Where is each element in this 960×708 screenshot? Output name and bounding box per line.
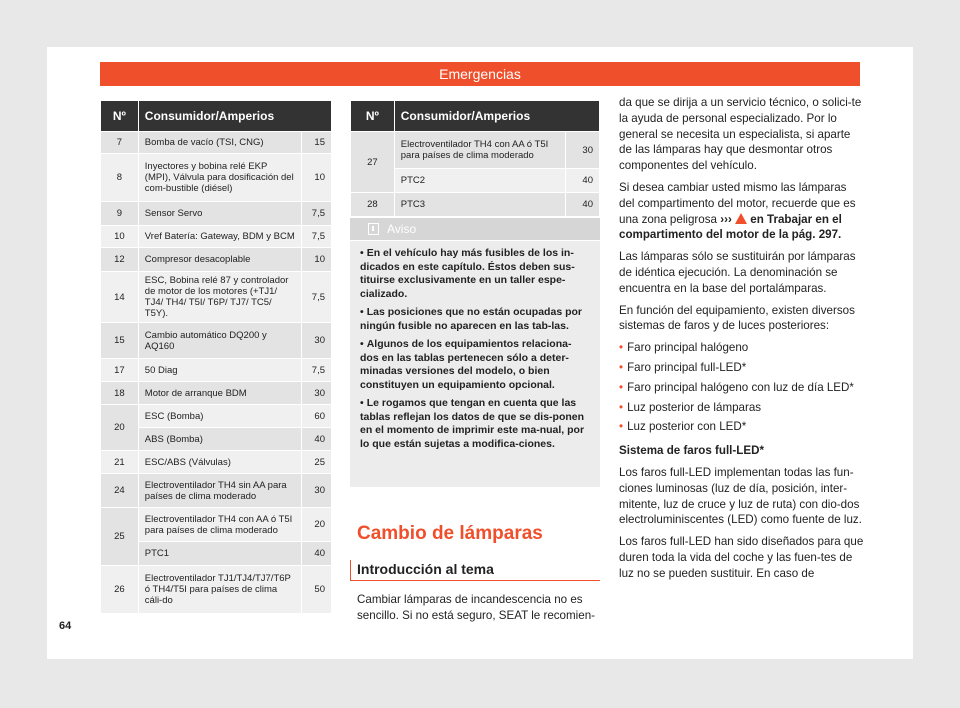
fuse-description: PTC1	[138, 542, 301, 566]
fuse-amperage: 7,5	[302, 226, 332, 248]
fuse-number: 27	[351, 132, 395, 193]
fuse-description: Electroventilador TH4 con AA ó T5I para países de clima moderado	[138, 508, 301, 542]
fuse-description: Cambio automático DQ200 y AQ160	[138, 323, 301, 359]
notice-box	[350, 218, 600, 487]
paragraph: Las lámparas sólo se sustituirán por lámparas de idéntica ejecución. La denominación se encuentra en la base del portalámparas.	[619, 250, 856, 295]
fuse-amperage: 7,5	[302, 202, 332, 226]
notice-item-text: Le rogamos que tengan en cuenta que las tablas reflejan los datos de que se dis-ponen en el momento de imprimir este ma-nual, por lo que están sujetas a modifica-ciones.	[360, 397, 585, 450]
fuse-number: 8	[101, 154, 139, 202]
notice-item	[360, 306, 590, 333]
intro-paragraph: Cambiar lámparas de incandescencia no es sencillo. Si no está seguro, SEAT le recomien-	[357, 593, 595, 622]
column-header-consumer: Consumidor/Amperios	[394, 101, 599, 132]
page-number: 64	[59, 620, 72, 632]
section-banner: Emergencias	[100, 62, 860, 86]
fuse-number: 26	[101, 566, 139, 614]
fuse-amperage: 15	[302, 132, 332, 154]
cross-reference-link[interactable]: en Trabajar en el compartimento del motor de la pág. 297	[619, 212, 842, 242]
list-item-text: Faro principal halógeno con luz de día LED*	[627, 380, 854, 394]
fuse-amperage: 40	[566, 193, 600, 217]
paragraph: da que se dirija a un servicio técnico, o solici-te la ayuda de personal especializado. Por lo general se necesita un especialista, si aparte de las lámparas hay que desmontar otros componentes del vehículo.	[619, 96, 862, 173]
fuse-amperage: 30	[302, 474, 332, 508]
paragraph-text: .	[838, 228, 842, 242]
list-item-text: Luz posterior de lámparas	[627, 400, 762, 414]
bullet-icon: •	[619, 380, 624, 394]
notice-header	[350, 218, 600, 241]
fuse-number: 24	[101, 474, 139, 508]
fuse-number: 14	[101, 272, 139, 323]
bullet-icon: •	[619, 341, 624, 355]
fuse-amperage: 30	[566, 132, 600, 169]
notice-item	[360, 397, 590, 451]
fuse-description: Compresor desacoplable	[138, 248, 301, 272]
fuse-amperage: 60	[302, 405, 332, 428]
fuse-amperage: 40	[566, 169, 600, 193]
bullet-icon: •	[360, 397, 364, 409]
fuse-description: ESC, Bobina relé 87 y controlador de motor de los motores (+TJ1/ TJ4/ TH4/ T5I/ T6P/ TJ7/ TC5/ T5Y).	[138, 272, 301, 323]
bullet-icon: •	[619, 420, 624, 434]
bullet-icon: •	[360, 306, 364, 318]
fuse-description: ABS (Bomba)	[138, 428, 301, 451]
fuse-description: Sensor Servo	[138, 202, 301, 226]
fuse-number: 21	[101, 451, 139, 474]
right-column-text	[619, 95, 864, 588]
cross-reference-arrow: ›››	[720, 212, 732, 226]
fuse-number: 17	[101, 359, 139, 382]
paragraph	[619, 180, 864, 243]
fuse-number: 9	[101, 202, 139, 226]
fuse-description: ESC (Bomba)	[138, 405, 301, 428]
paragraph-text: Si desea cambiar usted mismo las lámparas del compartimento del motor, recuerde que es una zona peligrosa	[619, 180, 856, 226]
fuse-amperage: 7,5	[302, 359, 332, 382]
info-icon	[368, 223, 379, 235]
notice-item-text: En el vehículo hay más fusibles de los in-dicados en este capítulo. Éstos deben sus-tituirse exclusivamente en un taller espe-cializado.	[360, 247, 575, 300]
subtitle-accent-line	[350, 560, 351, 581]
list-item-text: Faro principal halógeno	[627, 341, 749, 355]
paragraph: En función del equipamiento, existen diversos sistemas de faros y de luces posteriores:	[619, 303, 855, 333]
fuse-amperage: 30	[302, 323, 332, 359]
fuse-amperage: 40	[302, 542, 332, 566]
fuse-number: 20	[101, 405, 139, 451]
list-item	[619, 419, 864, 435]
fuse-number: 7	[101, 132, 139, 154]
fuse-amperage: 50	[302, 566, 332, 614]
bullet-icon: •	[619, 400, 624, 414]
list-item	[619, 360, 864, 376]
fuse-description: Vref Batería: Gateway, BDM y BCM	[138, 226, 301, 248]
list-item	[619, 340, 864, 356]
fuse-number: 18	[101, 382, 139, 405]
list-item-text: Luz posterior con LED*	[627, 420, 747, 434]
fuse-description: ESC/ABS (Válvulas)	[138, 451, 301, 474]
fuse-number: 28	[351, 193, 395, 217]
fuse-description: Bomba de vacío (TSI, CNG)	[138, 132, 301, 154]
subheading: Sistema de faros full-LED*	[619, 444, 764, 458]
list-item	[619, 400, 864, 416]
fuse-description: Motor de arranque BDM	[138, 382, 301, 405]
notice-item-text: Algunos de los equipamientos relaciona-dos en las tablas pertenecen sólo a deter-minadas versiones del modelo, o bien constituyen un equipamiento opcional.	[360, 338, 572, 391]
column-header-number: Nº	[101, 101, 139, 132]
column-header-number: Nº	[351, 101, 395, 132]
fuse-number: 12	[101, 248, 139, 272]
notice-item	[360, 338, 590, 392]
notice-title: Aviso	[387, 222, 417, 236]
fuse-description: Electroventilador TH4 sin AA para países de clima moderado	[138, 474, 301, 508]
paragraph: Los faros full-LED implementan todas las fun-ciones luminosas (luz de día, posición, inter-mitente, luz de cruce y luz de ruta) con dio-dos electroluminiscentes (LED) como fuente de luz.	[619, 465, 862, 527]
fuse-amperage: 10	[302, 248, 332, 272]
fuse-description: Electroventilador TJ1/TJ4/TJ7/T6P ó TH4/T5I para países de clima cáli-do	[138, 566, 301, 614]
fuse-table-left	[100, 100, 332, 614]
fuse-description: Electroventilador TH4 con AA ó T5I para países de clima moderado	[394, 132, 565, 169]
fuse-description: PTC3	[394, 193, 565, 217]
list-item	[619, 380, 864, 396]
fuse-number: 25	[101, 508, 139, 566]
fuse-amperage: 25	[302, 451, 332, 474]
fuse-amperage: 7,5	[302, 272, 332, 323]
notice-body	[350, 241, 600, 462]
list-item-text: Faro principal full-LED*	[627, 360, 747, 374]
fuse-amperage: 40	[302, 428, 332, 451]
section-subtitle: Introducción al tema	[357, 561, 494, 577]
fuse-number: 15	[101, 323, 139, 359]
paragraph: Los faros full-LED han sido diseñados para que duren toda la vida del coche y las fuen-tes de luz no se pueden sustituir. En caso de	[619, 535, 864, 580]
bullet-icon: •	[360, 247, 364, 259]
fuse-number: 10	[101, 226, 139, 248]
fuse-description: 50 Diag	[138, 359, 301, 382]
fuse-table-right	[350, 100, 600, 217]
section-title: Cambio de lámparas	[357, 523, 543, 544]
notice-item-text: Las posiciones que no están ocupadas por ningún fusible no aparecen en las tab-las.	[360, 306, 582, 332]
fuse-amperage: 10	[302, 154, 332, 202]
subtitle-underline	[350, 580, 600, 581]
bullet-icon: •	[619, 360, 624, 374]
fuse-amperage: 30	[302, 382, 332, 405]
fuse-amperage: 20	[302, 508, 332, 542]
warning-icon	[735, 213, 747, 224]
notice-item	[360, 247, 590, 301]
fuse-description: Inyectores y bobina relé EKP (MPI), Válvula para dosificación del com-bustible (diésel)	[138, 154, 301, 202]
fuse-description: PTC2	[394, 169, 565, 193]
column-header-consumer: Consumidor/Amperios	[138, 101, 331, 132]
bullet-icon: •	[360, 338, 364, 350]
